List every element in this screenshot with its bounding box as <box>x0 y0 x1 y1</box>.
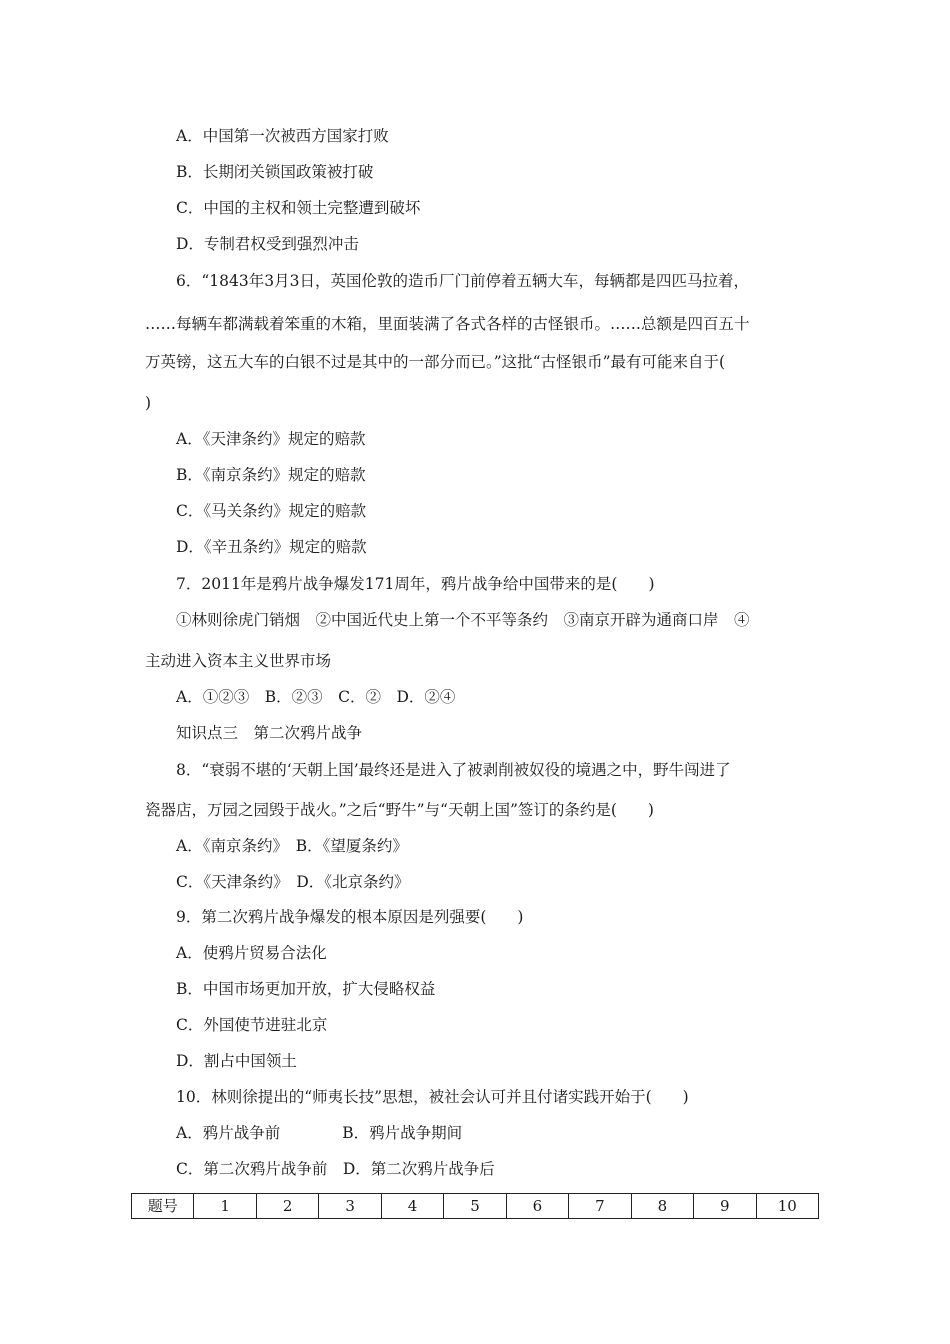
q9-option-a: A．使鸦片贸易合法化 <box>176 944 327 962</box>
section-title: 知识点三 第二次鸦片战争 <box>176 724 363 742</box>
answer-table <box>131 1193 819 1219</box>
q8-stem-line-2: 瓷器店，万园之园毁于战火。”之后“野牛”与“天朝上国”签订的条约是( ) <box>145 801 654 819</box>
q7-stem: 7．2011年是鸦片战争爆发171周年，鸦片战争给中国带来的是( ) <box>176 575 655 593</box>
q5-option-c: C．中国的主权和领土完整遭到破坏 <box>176 199 421 217</box>
answer-cell-2[interactable]: 2 <box>256 1194 318 1219</box>
answer-cell-5[interactable]: 5 <box>444 1194 506 1219</box>
answer-table-row <box>132 1194 819 1219</box>
q6-stem-line-3: 万英镑，这五大车的白银不过是其中的一部分而已。”这批“古怪银币”最有可能来自于( <box>145 353 726 371</box>
answer-cell-4[interactable]: 4 <box>381 1194 443 1219</box>
q7-options: A．①②③ B．②③ C．② D．②④ <box>176 688 456 706</box>
answer-cell-8[interactable]: 8 <box>631 1194 693 1219</box>
q10-stem: 10．林则徐提出的“师夷长技”思想，被社会认可并且付诸实践开始于( ) <box>176 1088 689 1106</box>
answer-cell-3[interactable]: 3 <box>319 1194 381 1219</box>
answer-cell-6[interactable]: 6 <box>506 1194 568 1219</box>
q9-option-b: B．中国市场更加开放，扩大侵略权益 <box>176 980 436 998</box>
q10-options-line-1: A．鸦片战争前 B．鸦片战争期间 <box>176 1124 463 1142</box>
q8-stem-line-1: 8．“衰弱不堪的‘天朝上国’最终还是进入了被剥削被奴役的境遇之中，野牛闯进了 <box>176 761 731 779</box>
q5-option-d: D．专制君权受到强烈冲击 <box>176 235 359 253</box>
q6-option-d: D．《辛丑条约》规定的赔款 <box>176 538 367 556</box>
q6-stem-line-2: ……每辆车都满载着笨重的木箱，里面装满了各式各样的古怪银币。……总额是四百五十 <box>145 315 750 333</box>
answer-cell-9[interactable]: 9 <box>694 1194 756 1219</box>
q5-option-a: A．中国第一次被西方国家打败 <box>176 127 389 145</box>
q5-option-b: B．长期闭关锁国政策被打破 <box>176 163 374 181</box>
answer-cell-1[interactable]: 1 <box>194 1194 256 1219</box>
q6-stem-line-1: 6．“1843年3月3日，英国伦敦的造币厂门前停着五辆大车，每辆都是四匹马拉着， <box>176 272 749 290</box>
q6-option-c: C．《马关条约》规定的赔款 <box>176 502 367 520</box>
q7-items-line-1: ①林则徐虎门销烟 ②中国近代史上第一个不平等条约 ③南京开辟为通商口岸 ④ <box>176 611 750 629</box>
q6-stem-line-4: ) <box>145 394 152 412</box>
q10-options-line-2: C．第二次鸦片战争前 D．第二次鸦片战争后 <box>176 1160 495 1178</box>
q6-option-a: A．《天津条约》规定的赔款 <box>176 430 366 448</box>
answer-cell-10[interactable]: 10 <box>756 1194 818 1219</box>
answer-cell-7[interactable]: 7 <box>569 1194 631 1219</box>
q9-option-d: D．割占中国领土 <box>176 1052 297 1070</box>
q7-items-line-2: 主动进入资本主义世界市场 <box>145 652 332 670</box>
answer-table-header: 题号 <box>132 1194 194 1219</box>
q6-option-b: B．《南京条约》规定的赔款 <box>176 466 366 484</box>
q8-options-line-1: A．《南京条约》 B．《望厦条约》 <box>176 837 408 855</box>
q9-option-c: C．外国使节进驻北京 <box>176 1016 328 1034</box>
q8-options-line-2: C．《天津条约》 D．《北京条约》 <box>176 873 410 891</box>
q9-stem: 9．第二次鸦片战争爆发的根本原因是列强要( ) <box>176 908 524 926</box>
